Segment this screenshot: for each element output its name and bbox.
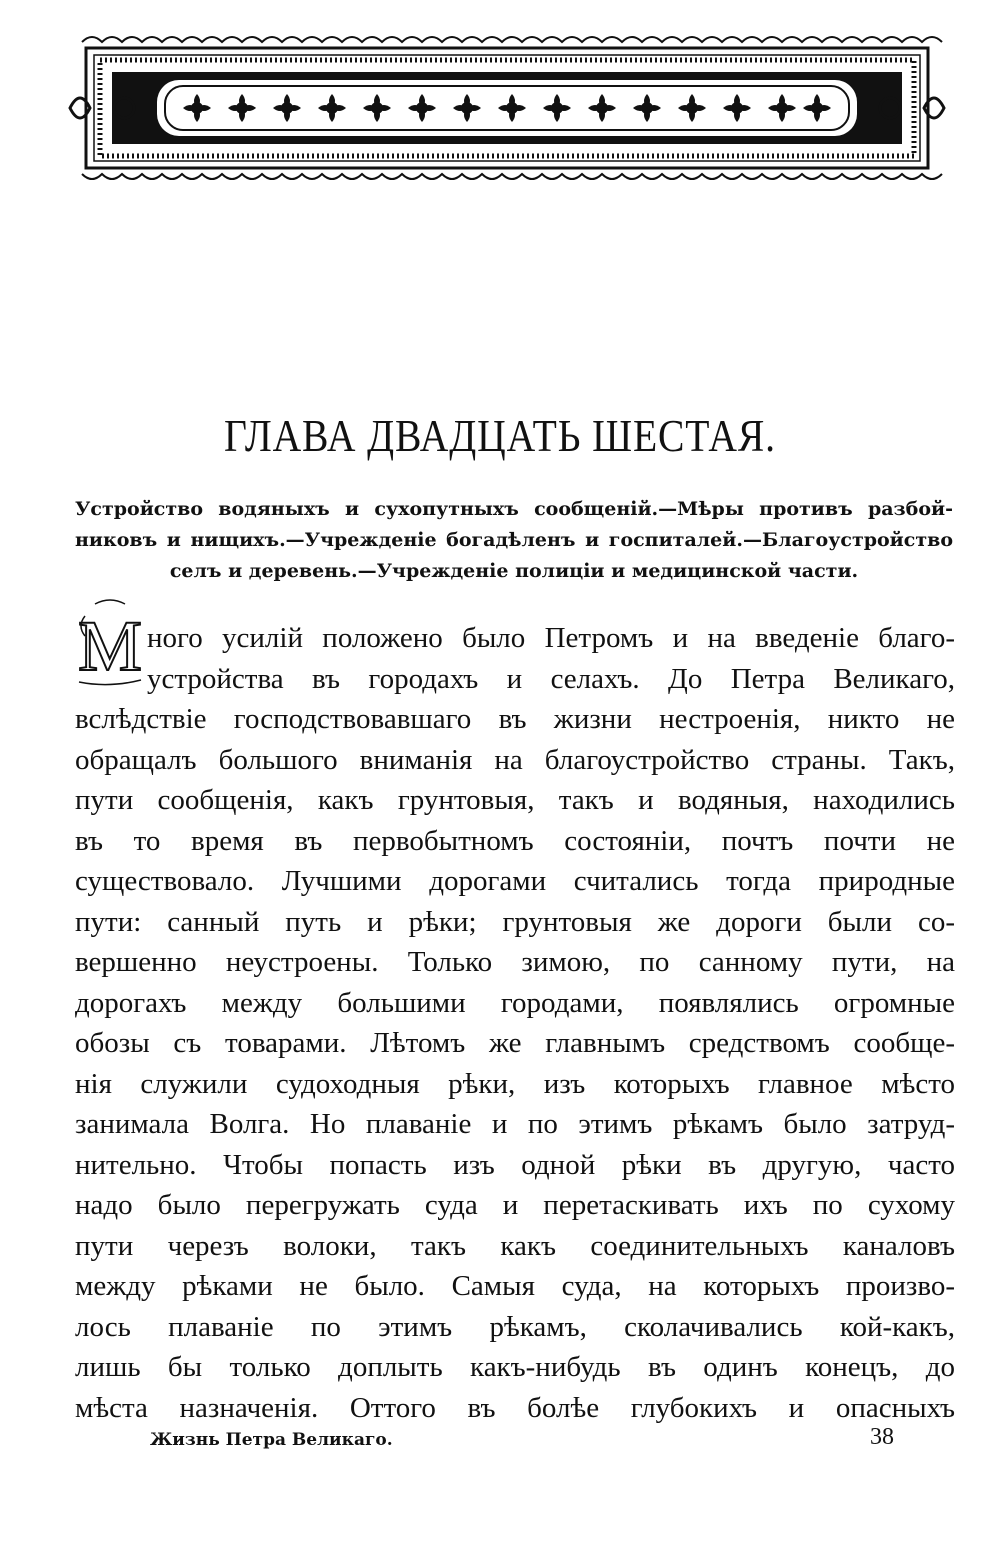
drop-cap-letter: М: [77, 606, 143, 686]
summary-line: селъ и деревень.—Учрежденіе полиціи и медицинской части.: [169, 560, 859, 582]
text-line: занимала Волга. Но плаваніе и по этимъ рѣкамъ было затруд-: [75, 1108, 955, 1140]
text-line: между рѣками не было. Самыя суда, на которыхъ произво-: [75, 1270, 955, 1302]
text-line: устройства въ городахъ и селахъ. До Петра Великаго,: [147, 662, 955, 695]
text-line: лось плаваніе по этимъ рѣкамъ, сколачивались кой-какъ,: [75, 1310, 955, 1343]
text-line: существовало. Лучшими дорогами считались тогда природные: [75, 865, 955, 897]
text-line: обращалъ большого вниманія на благоустройство страны. Такъ,: [75, 743, 955, 776]
text-line: лишь бы только доплыть какъ-нибудь въ одинъ конецъ, до: [75, 1351, 955, 1383]
chapter-title: ГЛАВА ДВАДЦАТЬ ШЕСТАЯ.: [224, 411, 776, 461]
text-line: пути сообщенія, какъ грунтовыя, такъ и водяныя, находились: [75, 784, 955, 816]
text-line: вслѣдствіе господствовавшаго въ жизни нестроенія, никто не: [75, 703, 955, 735]
text-line: мѣста назначенія. Оттого въ болѣе глубокихъ и опасныхъ: [75, 1391, 955, 1424]
running-footer-title: Жизнь Петра Великаго.: [150, 1430, 393, 1450]
body-text: [75, 618, 955, 1428]
chapter-summary: [75, 494, 953, 587]
text-line: дорогахъ между большими городами, появлялись огромные: [75, 986, 955, 1019]
text-line: надо было перегружать суда и перетаскивать ихъ по сухому: [75, 1189, 955, 1221]
page-number: 38: [870, 1424, 894, 1450]
text-line: ного усилій положено было Петромъ и на введеніе благо-: [147, 622, 955, 654]
text-line: вершенно неустроены. Только зимою, по санному пути, на: [75, 946, 955, 978]
summary-line: Устройство водяныхъ и сухопутныхъ сообщеній.—Мѣры противъ разбой-: [75, 498, 953, 520]
text-line: нія служили судоходныя рѣки, изъ которыхъ главное мѣсто: [75, 1067, 955, 1100]
summary-line: никовъ и нищихъ.—Учрежденіе богадѣленъ и госпиталей.—Благоустройство: [75, 529, 953, 551]
text-line: обозы съ товарами. Лѣтомъ же главнымъ средствомъ сообще-: [75, 1027, 955, 1059]
text-line: въ то время въ первобытномъ состояніи, почтъ почти не: [75, 824, 955, 857]
text-line: пути: санный путь и рѣки; грунтовыя же дороги были со-: [75, 905, 955, 938]
text-line: нительно. Чтобы попасть изъ одной рѣки въ другую, часто: [75, 1148, 955, 1181]
text-line: пути черезъ волоки, такъ какъ соединительныхъ каналовъ: [75, 1229, 955, 1262]
ornamental-headpiece: [62, 28, 952, 188]
